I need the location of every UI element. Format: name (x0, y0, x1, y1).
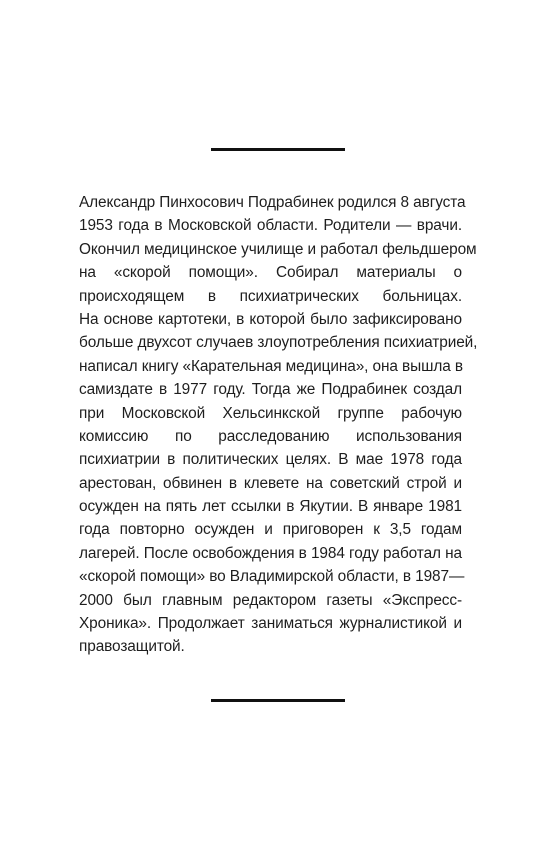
text-line: года повторно осужден и приговорен к 3,5 годам (79, 521, 462, 539)
text-line: при Московской Хельсинкской группе рабочую (79, 404, 462, 422)
text-line: лагерей. После освобождения в 1984 году работал на (79, 544, 462, 562)
text-line: больше двухсот случаев злоупотребления психиатрией, (79, 334, 478, 352)
text-line: написал книгу «Карательная медицина», она вышла в (79, 357, 463, 375)
text-line: 2000 был главным редактором газеты «Экспресс- (79, 591, 462, 609)
text-line: на «скорой помощи». Собирал материалы о (79, 264, 462, 282)
text-line: Александр Пинхосович Подрабинек родился 8 августа (79, 194, 466, 211)
text-line: Окончил медицинское училище и работал фельдшером (79, 240, 477, 258)
text-line: комиссию по расследованию использования (79, 427, 462, 445)
text-line: самиздате в 1977 году. Тогда же Подрабинек создал (79, 381, 462, 399)
biography-paragraph (79, 191, 478, 659)
text-line: На основе картотеки, в которой было зафиксировано (79, 310, 462, 328)
text-line: правозащитой. (79, 638, 185, 656)
text-line: 1953 года в Московской области. Родители — врачи. (79, 217, 462, 235)
text-line: осужден на пять лет ссылки в Якутии. В январе 1981 (79, 498, 462, 516)
text-line: психиатрии в политических целях. В мае 1978 года (79, 451, 462, 469)
top-divider (211, 148, 345, 151)
text-line: происходящем в психиатрических больницах. (79, 287, 462, 305)
text-line: «скорой помощи» во Владимирской области, в 1987— (79, 568, 465, 586)
text-line: арестован, обвинен в клевете на советский строй и (79, 474, 462, 492)
text-line: Хроника». Продолжает заниматься журналистикой и (79, 615, 462, 633)
bottom-divider (211, 699, 345, 702)
